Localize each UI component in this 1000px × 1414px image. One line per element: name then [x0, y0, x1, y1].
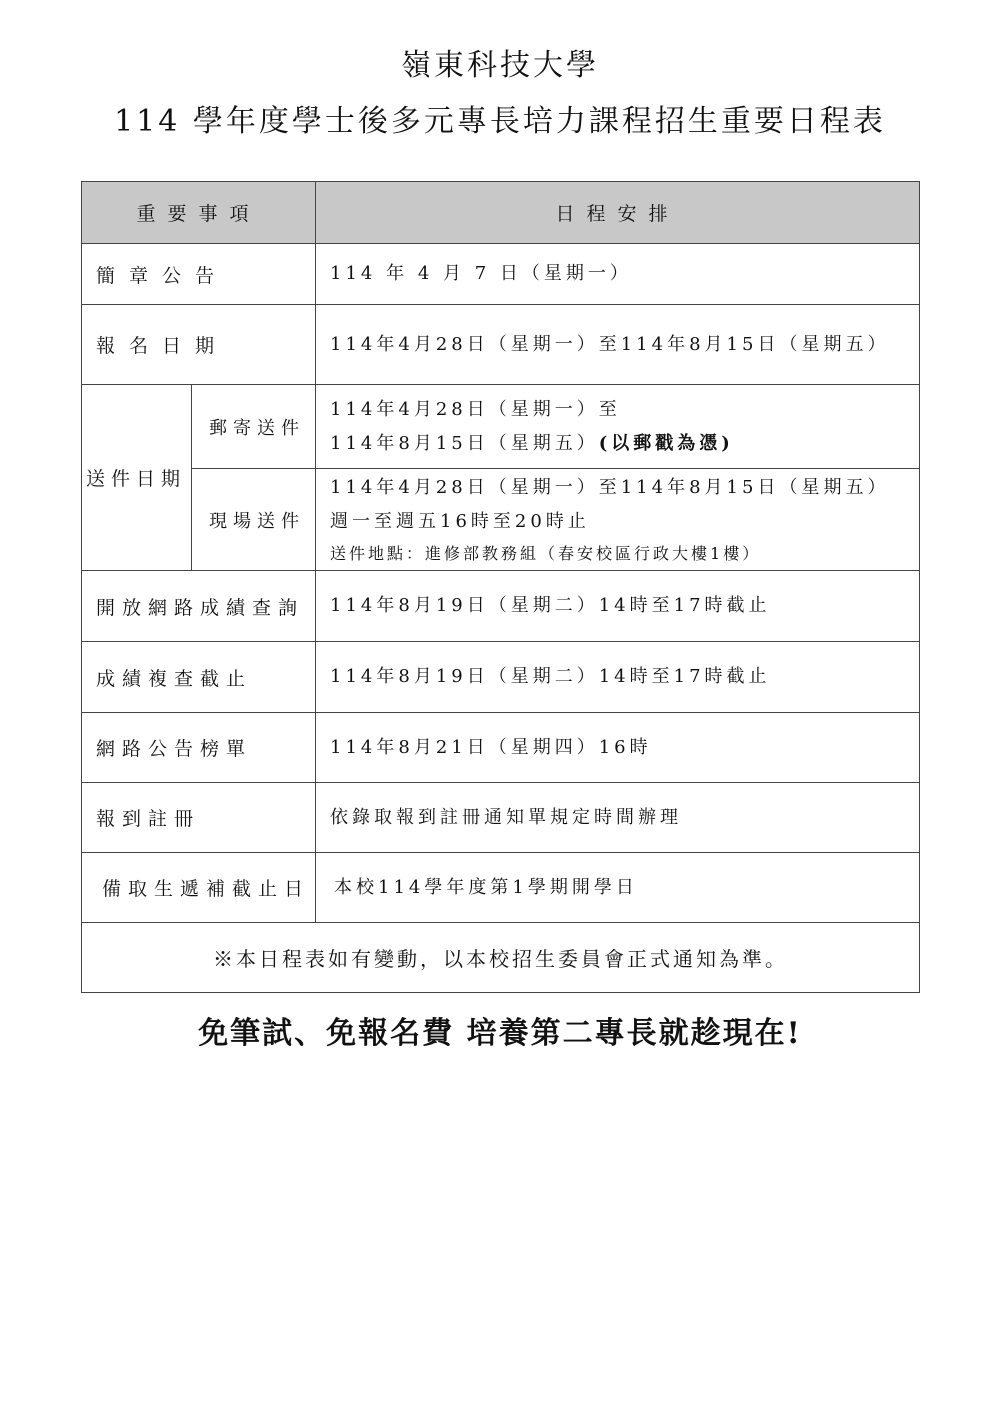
- schedule-register: 114年4月28日（星期一）至114年8月15日（星期五）: [316, 305, 920, 385]
- table-header-row: [82, 182, 920, 244]
- onsite-line1: 114年4月28日（星期一）至114年8月15日（星期五）: [330, 476, 890, 498]
- row-enroll: [82, 783, 920, 853]
- row-submit-mail: [82, 385, 920, 469]
- submit-onsite-label: 現場送件: [192, 469, 316, 571]
- row-note: [82, 923, 920, 993]
- schedule-waitlist: 本校114學年度第1學期開學日: [316, 853, 920, 923]
- item-query: 開放網路成績查詢: [82, 571, 316, 642]
- item-announce: 簡章公告: [82, 244, 316, 305]
- school-name: 嶺東科技大學: [401, 48, 599, 83]
- mail-line1: 114年4月28日（星期一）至: [330, 398, 621, 420]
- row-register: [82, 305, 920, 385]
- schedule-table: [81, 181, 920, 993]
- mail-postmark-note: (以郵戳為憑): [598, 432, 734, 454]
- schedule-submit-onsite: [316, 469, 920, 571]
- mail-line2: [330, 427, 919, 461]
- schedule-enroll: 依錄取報到註冊通知單規定時間辦理: [316, 783, 920, 853]
- item-waitlist: 備取生遞補截止日: [82, 853, 316, 923]
- schedule-list: 114年8月21日（星期四）16時: [316, 713, 920, 783]
- page-title: 114 學年度學士後多元專長培力課程招生重要日程表: [114, 104, 886, 139]
- header-schedule: 日程安排: [316, 182, 920, 244]
- row-announce: [82, 244, 920, 305]
- item-enroll: 報到註冊: [82, 783, 316, 853]
- item-submit: 送件日期: [82, 385, 192, 571]
- onsite-line2: 週一至週五16時至20時止: [330, 510, 590, 532]
- row-waitlist: [82, 853, 920, 923]
- mail-line2-text: 114年8月15日（星期五）: [330, 432, 599, 454]
- item-review: 成績複查截止: [82, 642, 316, 713]
- item-list: 網路公告榜單: [82, 713, 316, 783]
- header-item: 重要事項: [82, 182, 316, 244]
- schedule-submit-mail: [316, 385, 920, 469]
- row-list: [82, 713, 920, 783]
- schedule-review: 114年8月19日（星期二）14時至17時截止: [316, 642, 920, 713]
- slogan: 免筆試、免報名費 培養第二專長就趁現在!: [198, 1016, 802, 1051]
- row-query: [82, 571, 920, 642]
- onsite-location: 送件地點：進修部教務組（春安校區行政大樓1樓）: [330, 543, 762, 563]
- schedule-announce: 114 年 4 月 7 日（星期一）: [316, 244, 920, 305]
- row-submit-onsite: [82, 469, 920, 571]
- row-review: [82, 642, 920, 713]
- schedule-note: ※本日程表如有變動，以本校招生委員會正式通知為準。: [82, 923, 920, 993]
- submit-mail-label: 郵寄送件: [192, 385, 316, 469]
- schedule-query: 114年8月19日（星期二）14時至17時截止: [316, 571, 920, 642]
- item-register: 報名日期: [82, 305, 316, 385]
